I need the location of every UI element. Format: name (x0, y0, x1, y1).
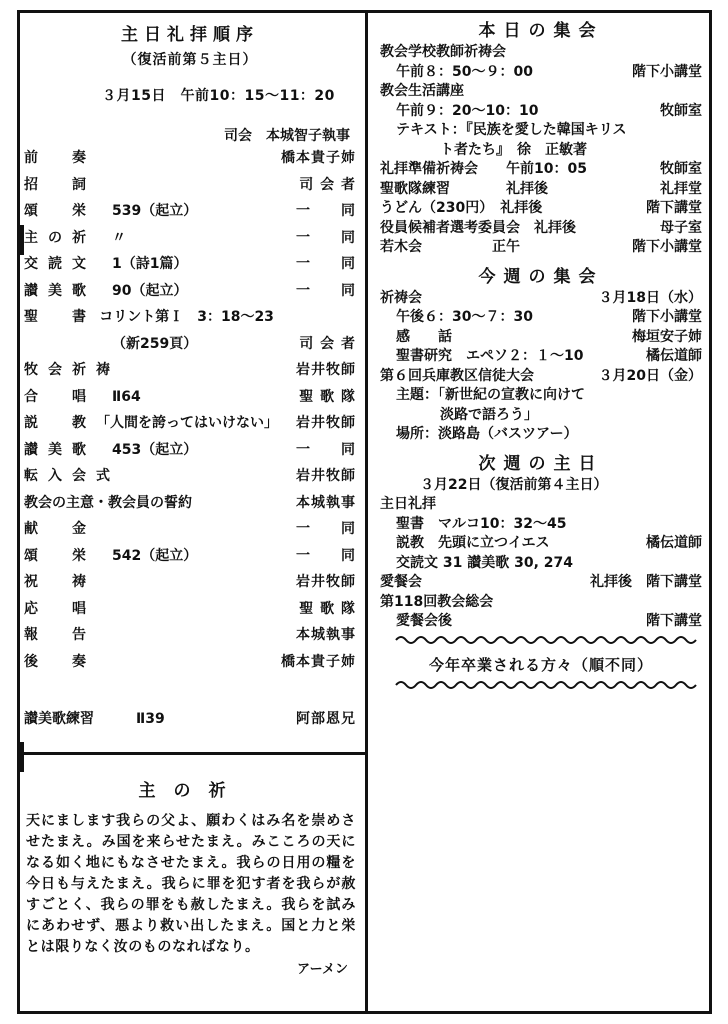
item-title: 頌 栄 (24, 203, 96, 219)
meeting-text: 交読文 31 讃美歌 30, 274 (396, 554, 574, 571)
meeting-line (380, 367, 702, 387)
item-title: 招 詞 (24, 176, 96, 193)
meeting-line (380, 554, 702, 574)
item-detail: 90（起立） (112, 282, 188, 299)
order-row (24, 596, 356, 623)
order-row (24, 357, 356, 384)
meeting-line (380, 219, 702, 239)
meeting-text: 主題：「新世紀の宣教に向けて (396, 387, 585, 403)
item-title: 祝 祷 (24, 574, 96, 590)
item-person: 本城執事 (296, 494, 356, 511)
order-row (24, 145, 356, 172)
wavy-rule (396, 636, 696, 644)
meeting-place: ３月18日（水） (598, 289, 702, 306)
meeting-place: 橘伝道師 (646, 535, 702, 551)
meeting-text: 場所：淡路島（バスツアー） (396, 426, 578, 442)
item-title: 報 告 (24, 627, 96, 643)
item-title: 頌 栄 (24, 547, 96, 564)
meeting-place: 礼拝堂 (660, 180, 702, 197)
item-person: 司 会 者 (299, 335, 356, 352)
order-row (24, 543, 356, 570)
prayer-text: 天にまします我らの父よ、願わくはみ名を崇めさせたまえ。み国を来らせたまえ。みこころの天になる如く地にもなさせたまえ。我らの日用の糧を今日も与えたまえ。我らに罪を犯す者を我らが赦すごとく、我らの罪をも赦したまえ。我らを試みにあわせず、悪より救い出したまえ。国と力と栄とは限りなく汝のものなればなり。 (26, 813, 356, 955)
order-row (24, 172, 356, 199)
meeting-text: 第６回兵庫教区信徒大会 (380, 367, 534, 384)
item-detail: 〃 (112, 229, 126, 246)
item-person: 聖 歌 隊 (299, 388, 356, 405)
item-detail: 453（起立） (112, 441, 198, 458)
meeting-text: 聖書研究 エペソ２：１〜10 (396, 348, 584, 364)
meeting-place: 母子室 (660, 219, 702, 236)
meeting-text: 午前８：50〜９：00 (396, 63, 533, 80)
week-meetings-title: 今週の集会 (478, 266, 604, 287)
item-detail: Ⅱ64 (112, 388, 141, 405)
worship-subtitle: （復活前第５主日） (122, 52, 258, 68)
meeting-text: 若木会 正午 (380, 239, 520, 255)
meeting-place: 階下小講堂 (632, 239, 702, 255)
meeting-place: 牧師室 (660, 161, 702, 177)
item-title: 転入会式 (24, 468, 120, 484)
meeting-place: 梅垣安子姉 (632, 328, 702, 345)
meeting-line (380, 593, 702, 613)
meeting-text: 午後６：30〜７：30 (396, 309, 533, 325)
meeting-text: うどん（230円） 礼拝後 (380, 200, 543, 216)
item-person: 聖 歌 隊 (299, 600, 356, 617)
item-person: 岩井牧師 (296, 468, 356, 484)
item-title: 讃美歌練習 (24, 711, 94, 727)
meeting-line (380, 308, 702, 328)
wavy-rule (396, 681, 696, 689)
meeting-line (380, 612, 702, 632)
meeting-place: 階下小講堂 (632, 309, 702, 325)
meeting-text: 淡路で語ろう」 (440, 406, 538, 423)
meeting-text: 愛餐会後 (396, 613, 452, 629)
next-sunday-date: ３月22日（復活前第４主日） (420, 476, 608, 493)
meeting-line (380, 102, 702, 122)
meeting-place: ３月20日（金） (598, 367, 702, 384)
item-title: 主の祈 (24, 229, 96, 246)
meeting-line (380, 180, 702, 200)
meeting-line (380, 63, 702, 83)
meeting-line (380, 534, 702, 554)
order-row (24, 622, 356, 649)
meeting-text: ト者たち』 徐 正敏著 (440, 141, 587, 158)
meeting-line (380, 495, 702, 515)
meeting-line (380, 347, 702, 367)
meeting-line (380, 573, 702, 593)
meeting-text: 愛餐会 (380, 574, 422, 590)
amen: アーメン (297, 962, 348, 977)
prayer-divider (17, 752, 367, 755)
item-person: 一 同 (296, 229, 356, 246)
hymn-practice (24, 706, 356, 733)
item-detail: 542（起立） (112, 547, 198, 564)
lords-prayer (26, 772, 356, 977)
meeting-line (380, 406, 702, 426)
item-detail: （新259頁） (112, 335, 198, 352)
item-person: 一 同 (296, 282, 356, 299)
item-title: 前 奏 (24, 150, 96, 166)
meeting-line (380, 238, 702, 258)
meeting-text: 主日礼拝 (380, 496, 436, 512)
item-person: 一 同 (296, 521, 356, 537)
meeting-line (380, 386, 702, 406)
item-title: 牧会祈祷 (24, 362, 120, 378)
item-title: 教会の主意・教会員の誓約 (24, 494, 192, 511)
meeting-text: 聖書 マルコ10：32〜45 (396, 515, 567, 532)
meeting-line (380, 328, 702, 348)
order-row (24, 304, 356, 331)
meeting-line (380, 160, 702, 180)
meeting-text: 役員候補者選考委員会 礼拝後 (380, 219, 576, 236)
order-row (24, 463, 356, 490)
order-row (24, 384, 356, 411)
today-meetings (380, 43, 702, 258)
presider: 司会 本城智子執事 (224, 128, 350, 144)
item-person: 阿部恩兄 (296, 711, 356, 727)
meeting-place: 階下講堂 (646, 200, 702, 216)
next-sunday-items (380, 495, 702, 632)
item-title: 応 唱 (24, 600, 96, 617)
item-person: 岩井牧師 (296, 415, 356, 431)
item-person: 岩井牧師 (296, 574, 356, 590)
order-row (24, 490, 356, 517)
item-title: 合 唱 (24, 388, 96, 405)
item-person: 橋本貴子姉 (281, 150, 356, 166)
meeting-line (380, 199, 702, 219)
meeting-place: 階下小講堂 (632, 63, 702, 80)
item-person: 岩井牧師 (296, 362, 356, 378)
meeting-line (380, 141, 702, 161)
item-person: 一 同 (296, 441, 356, 458)
item-detail: Ⅱ39 (136, 711, 165, 727)
meeting-line (380, 425, 702, 445)
next-sunday-title: 次週の主日 (478, 453, 604, 474)
meetings-column (380, 14, 702, 697)
meeting-text: 教会学校教師祈祷会 (380, 44, 506, 60)
item-title: 交読文 (24, 256, 96, 272)
scan-mark (20, 742, 24, 772)
meeting-line (380, 82, 702, 102)
item-title: 聖 書 (24, 309, 96, 325)
item-person: 一 同 (296, 256, 356, 272)
item-detail: 539（起立） (112, 203, 198, 219)
column-divider (365, 10, 368, 1014)
order-row (24, 410, 356, 437)
meeting-place: 階下講堂 (646, 613, 702, 629)
item-title: 讃美歌 (24, 441, 96, 458)
item-title: 讃美歌 (24, 282, 96, 299)
meeting-text: 感 話 (396, 328, 452, 345)
order-row (24, 569, 356, 596)
meeting-text: 午前９：20〜10：10 (396, 102, 539, 119)
order-row (24, 649, 356, 676)
meeting-place: 橘伝道師 (646, 348, 702, 364)
worship-order-column (24, 14, 356, 675)
today-meetings-title: 本日の集会 (478, 21, 604, 41)
meeting-place: 牧師室 (660, 102, 702, 119)
prayer-title: 主の祈 (138, 781, 244, 801)
item-person: 一 同 (296, 547, 356, 564)
item-title: 説 教 (24, 415, 96, 431)
item-person: 本城執事 (296, 627, 356, 643)
worship-date: ３月15日 午前10：15〜11：20 (102, 88, 335, 104)
meeting-text: 第118回教会総会 (380, 593, 494, 610)
item-title: 献 金 (24, 521, 96, 537)
order-row (24, 251, 356, 278)
meeting-text: テキスト：『民族を愛した韓国キリス (396, 122, 627, 138)
meeting-text: 教会生活講座 (380, 83, 464, 99)
meeting-text: 礼拝準備祈祷会 午前10：05 (380, 161, 587, 177)
item-detail: 「人間を誇ってはいけない」 (96, 415, 278, 431)
order-row (24, 437, 356, 464)
week-meetings (380, 289, 702, 445)
meeting-text: 聖歌隊練習 礼拝後 (380, 180, 548, 197)
order-row (24, 516, 356, 543)
meeting-line (380, 43, 702, 63)
order-row (24, 331, 356, 358)
item-title: 後 奏 (24, 653, 96, 670)
meeting-line (380, 121, 702, 141)
meeting-place: 礼拝後 階下講堂 (590, 574, 702, 590)
meeting-text: 祈祷会 (380, 289, 422, 306)
order-list (24, 145, 356, 675)
item-person: 橋本貴子姉 (281, 653, 356, 670)
item-detail: 1（詩1篇） (112, 256, 188, 272)
item-person: 一 同 (296, 203, 356, 219)
worship-order-title: 主日礼拝順序 (121, 25, 259, 45)
order-row (24, 278, 356, 305)
item-detail: コリント第Ｉ 3：18〜23 (99, 309, 274, 325)
meeting-line (380, 515, 702, 535)
order-row (24, 198, 356, 225)
meeting-line (380, 289, 702, 309)
item-person: 司 会 者 (299, 176, 356, 193)
order-row (24, 225, 356, 252)
meeting-text: 説教 先頭に立つイエス (396, 535, 550, 551)
graduates-heading: 今年卒業される方々（順不同） (428, 655, 653, 674)
